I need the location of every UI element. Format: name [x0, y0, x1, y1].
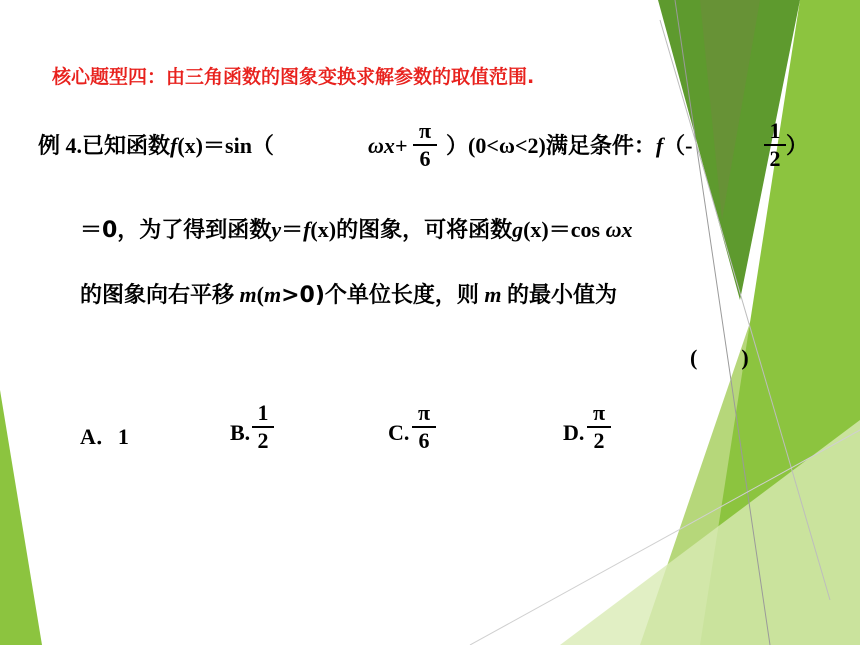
- option-b-fraction: 1 2: [252, 401, 274, 453]
- eq-sin: ＝sin（: [203, 133, 274, 158]
- fraction-1-over-2: 1 2: [764, 119, 786, 171]
- close-paren-2: ）: [786, 133, 809, 158]
- left-green-sliver: [0, 390, 42, 645]
- problem-line-2: ＝0，为了得到函数y＝f(x)的图象，可将函数g(x)＝cos ωx: [80, 217, 633, 243]
- section-heading: 核心题型四：由三角函数的图象变换求解参数的取值范围.: [52, 66, 535, 88]
- problem-line-3: 的图象向右平移 m(m>0)个单位长度，则 m 的最小值为: [80, 282, 618, 308]
- option-c-fraction: π 6: [412, 401, 436, 453]
- option-b-label[interactable]: B.: [230, 420, 251, 445]
- fraction-denominator: 6: [419, 146, 431, 171]
- option-a[interactable]: [80, 420, 129, 451]
- option-a-value: 1: [117, 424, 129, 449]
- option-d-label[interactable]: D.: [563, 420, 585, 445]
- problem-line-1-start: [38, 135, 274, 158]
- intro-text: 已知函数: [82, 134, 171, 159]
- example-label: 例 4.: [38, 133, 83, 158]
- option-a-label: A．: [80, 424, 118, 449]
- condition-text: ）(0<ω<2)满足条件：f（-: [446, 133, 693, 159]
- omega-x-plus: ωx+: [368, 133, 408, 158]
- option-c-label[interactable]: C.: [388, 420, 410, 445]
- option-d-fraction: π 2: [587, 401, 611, 453]
- func-f: f: [170, 133, 178, 158]
- func-arg: (x): [177, 133, 204, 158]
- answer-blank: ( ): [690, 345, 749, 370]
- fraction-numerator: π: [418, 118, 432, 143]
- fraction-pi-over-6: [413, 119, 437, 171]
